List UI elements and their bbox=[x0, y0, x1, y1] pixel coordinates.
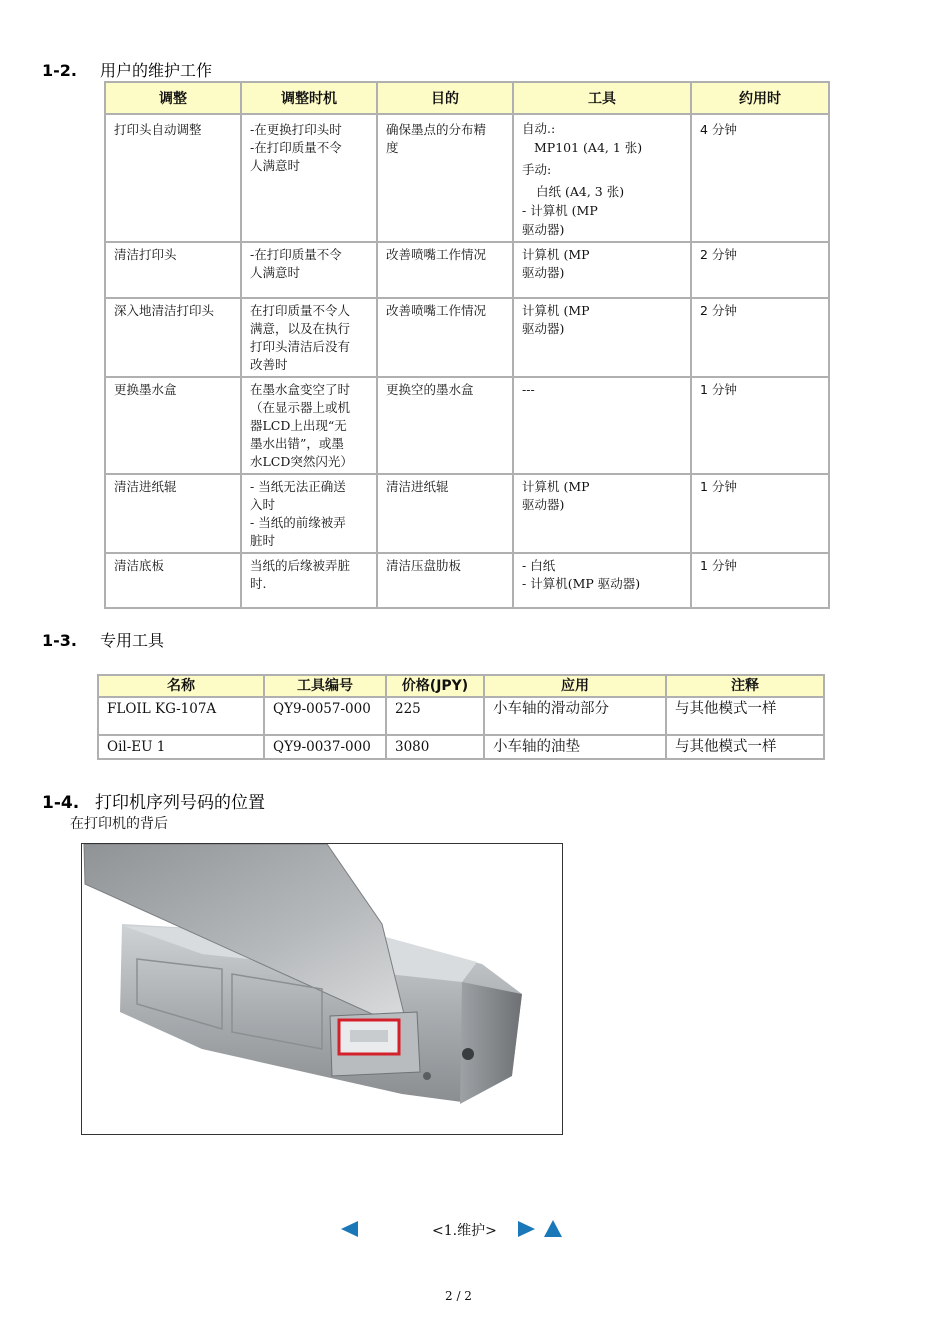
tools-table bbox=[97, 674, 825, 760]
timing-line: 脏时 bbox=[250, 533, 276, 548]
adjust-cell: 清洁底板 bbox=[105, 553, 241, 608]
timing-line: -在更换打印头时 bbox=[250, 122, 342, 137]
tools-line: 驱动器) bbox=[522, 497, 565, 512]
timing-line: 在打印质量不令人 bbox=[250, 303, 351, 318]
timing-cell bbox=[241, 114, 377, 242]
purpose-line: 清洁进纸辊 bbox=[386, 479, 449, 494]
timing-line: 当纸的后缘被弄脏 bbox=[250, 558, 351, 573]
tools-line: 白纸 (A4, 3 张) bbox=[536, 184, 625, 199]
tools-line: 计算机 (MP bbox=[522, 303, 590, 318]
table-row bbox=[105, 242, 829, 298]
tools-line: 驱动器) bbox=[522, 321, 565, 336]
purpose-line: 更换空的墨水盒 bbox=[386, 382, 474, 397]
table-row bbox=[98, 697, 824, 735]
table-row bbox=[105, 553, 829, 608]
column-header: 调整 bbox=[105, 82, 241, 114]
timing-line: -在打印质量不令 bbox=[250, 247, 342, 262]
tool-code-cell: QY9-0057-000 bbox=[264, 697, 386, 735]
timing-line: 水LCD突然闪光） bbox=[250, 454, 353, 469]
column-header: 目的 bbox=[377, 82, 513, 114]
section-title: 用户的维护工作 bbox=[100, 61, 213, 80]
timing-line: 满意，以及在执行 bbox=[250, 321, 351, 336]
timing-line: 人满意时 bbox=[250, 265, 301, 280]
column-header: 应用 bbox=[484, 675, 666, 697]
timing-line: - 当纸的前缘被弄 bbox=[250, 515, 346, 530]
adjust-cell: 深入地清洁打印头 bbox=[105, 298, 241, 377]
column-header: 注释 bbox=[666, 675, 824, 697]
section-title: 打印机序列号码的位置 bbox=[95, 793, 265, 813]
column-header: 工具编号 bbox=[264, 675, 386, 697]
page-navigation bbox=[0, 1216, 950, 1244]
tool-code-cell: QY9-0037-000 bbox=[264, 735, 386, 759]
column-header: 约用时 bbox=[691, 82, 829, 114]
tools-line: 自动.: bbox=[522, 121, 556, 136]
section-heading-maintenance bbox=[42, 58, 212, 81]
timing-cell bbox=[241, 553, 377, 608]
tools-line: - 计算机(MP 驱动器) bbox=[522, 576, 641, 591]
tools-line: 手动: bbox=[522, 162, 552, 177]
tool-name-cell: Oil-EU 1 bbox=[98, 735, 264, 759]
right-triangle-icon[interactable] bbox=[516, 1220, 536, 1238]
timing-line: （在显示器上或机 bbox=[250, 400, 351, 415]
timing-line: -在打印质量不令 bbox=[250, 140, 342, 155]
tools-cell bbox=[513, 242, 691, 298]
table-row bbox=[105, 298, 829, 377]
timing-line: 在墨水盒变空了时 bbox=[250, 382, 351, 397]
tools-line: --- bbox=[522, 382, 535, 397]
printer-photo bbox=[81, 843, 563, 1135]
section-number: 1-2. bbox=[42, 61, 77, 80]
tools-cell bbox=[513, 114, 691, 242]
maintenance-table bbox=[104, 81, 830, 609]
adjust-cell: 清洁进纸辊 bbox=[105, 474, 241, 553]
tool-price-cell: 225 bbox=[386, 697, 484, 735]
tool-name-cell: FLOIL KG-107A bbox=[98, 697, 264, 735]
table-row bbox=[98, 735, 824, 759]
tool-use-cell: 小车轴的滑动部分 bbox=[484, 697, 666, 735]
table-header-row bbox=[105, 82, 829, 114]
section-number: 1-3. bbox=[42, 631, 77, 650]
purpose-line: 改善喷嘴工作情况 bbox=[386, 247, 487, 262]
tools-cell bbox=[513, 474, 691, 553]
section-heading-serial bbox=[42, 788, 265, 813]
adjust-cell: 打印头自动调整 bbox=[105, 114, 241, 242]
timing-line: 墨水出错”，或墨 bbox=[250, 436, 344, 451]
tools-line: - 计算机 (MP bbox=[522, 203, 598, 218]
tools-cell bbox=[513, 377, 691, 474]
purpose-cell bbox=[377, 553, 513, 608]
timing-line: 时. bbox=[250, 576, 267, 591]
purpose-cell bbox=[377, 242, 513, 298]
table-row bbox=[105, 377, 829, 474]
adjust-cell: 更换墨水盒 bbox=[105, 377, 241, 474]
timing-line: 人满意时 bbox=[250, 158, 301, 173]
time-cell: 2 分钟 bbox=[691, 242, 829, 298]
tools-line: 计算机 (MP bbox=[522, 247, 590, 262]
section-title: 专用工具 bbox=[100, 631, 165, 650]
tools-cell bbox=[513, 553, 691, 608]
purpose-line: 确保墨点的分布精 bbox=[386, 122, 487, 137]
tool-use-cell: 小车轴的油垫 bbox=[484, 735, 666, 759]
time-cell: 2 分钟 bbox=[691, 298, 829, 377]
timing-line: 器LCD上出现“无 bbox=[250, 418, 347, 433]
timing-cell bbox=[241, 298, 377, 377]
purpose-line: 清洁压盘肋板 bbox=[386, 558, 462, 573]
tools-line: 计算机 (MP bbox=[522, 479, 590, 494]
tools-line: - 白纸 bbox=[522, 558, 556, 573]
column-header: 名称 bbox=[98, 675, 264, 697]
purpose-line: 改善喷嘴工作情况 bbox=[386, 303, 487, 318]
purpose-line: 度 bbox=[386, 140, 399, 155]
section-heading-tools bbox=[42, 628, 164, 651]
time-cell: 4 分钟 bbox=[691, 114, 829, 242]
purpose-cell bbox=[377, 377, 513, 474]
timing-cell bbox=[241, 242, 377, 298]
timing-line: - 当纸无法正确送 bbox=[250, 479, 346, 494]
timing-cell bbox=[241, 377, 377, 474]
time-cell: 1 分钟 bbox=[691, 553, 829, 608]
purpose-cell bbox=[377, 474, 513, 553]
tools-line: 驱动器) bbox=[522, 265, 565, 280]
table-row bbox=[105, 474, 829, 553]
up-triangle-icon[interactable] bbox=[543, 1219, 563, 1238]
time-cell: 1 分钟 bbox=[691, 377, 829, 474]
section-number: 1-4. bbox=[42, 793, 80, 813]
purpose-cell bbox=[377, 298, 513, 377]
nav-section-label[interactable]: <1.维护> bbox=[432, 1223, 497, 1239]
timing-cell bbox=[241, 474, 377, 553]
tool-note-cell: 与其他模式一样 bbox=[666, 735, 824, 759]
printer-illustration bbox=[82, 844, 562, 1134]
column-header: 工具 bbox=[513, 82, 691, 114]
timing-line: 改善时 bbox=[250, 357, 288, 372]
time-cell: 1 分钟 bbox=[691, 474, 829, 553]
tools-cell bbox=[513, 298, 691, 377]
timing-line: 打印头清洁后没有 bbox=[250, 339, 351, 354]
adjust-cell: 清洁打印头 bbox=[105, 242, 241, 298]
tool-note-cell: 与其他模式一样 bbox=[666, 697, 824, 735]
tool-price-cell: 3080 bbox=[386, 735, 484, 759]
table-row bbox=[105, 114, 829, 242]
page-number: 2 / 2 bbox=[445, 1289, 472, 1303]
table-header-row bbox=[98, 675, 824, 697]
tools-line: MP101 (A4, 1 张) bbox=[534, 140, 643, 155]
tools-line: 驱动器) bbox=[522, 222, 565, 237]
left-triangle-icon[interactable] bbox=[340, 1220, 360, 1238]
column-header: 调整时机 bbox=[241, 82, 377, 114]
timing-line: 入时 bbox=[250, 497, 276, 512]
purpose-cell bbox=[377, 114, 513, 242]
serial-location-note: 在打印机的背后 bbox=[70, 816, 168, 832]
column-header: 价格(JPY) bbox=[386, 675, 484, 697]
